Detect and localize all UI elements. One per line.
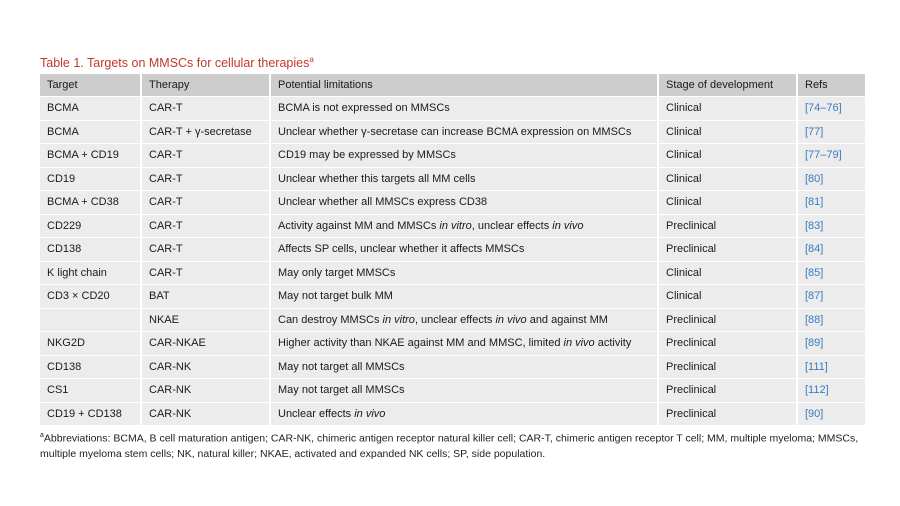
cell-target: BCMA [40, 97, 142, 121]
table-row [40, 168, 865, 192]
cell-stage: Clinical [659, 97, 798, 121]
cell-therapy: CAR-T [142, 215, 271, 239]
cell-target: BCMA [40, 121, 142, 145]
cell-limitation: Affects SP cells, unclear whether it affects MMSCs [271, 238, 659, 262]
cell-stage: Clinical [659, 285, 798, 309]
cell-refs[interactable]: [77–79] [798, 144, 865, 168]
table-title: Table 1. Targets on MMSCs for cellular therapies$^a$ [40, 55, 314, 71]
cell-limitation: Activity against MM and MMSCs in vitro, unclear effects in vivo [271, 215, 659, 239]
table-row [40, 356, 865, 380]
table-row [40, 144, 865, 168]
cell-limitation: Can destroy MMSCs in vitro, unclear effects in vivo and against MM [271, 309, 659, 333]
cell-target: CD138 [40, 356, 142, 380]
cell-stage: Preclinical [659, 215, 798, 239]
cell-therapy: CAR-NK [142, 356, 271, 380]
cell-stage: Preclinical [659, 332, 798, 356]
table-header-row [40, 74, 865, 97]
table-row [40, 262, 865, 286]
table-row [40, 332, 865, 356]
cell-limitation: BCMA is not expressed on MMSCs [271, 97, 659, 121]
cell-refs[interactable]: [89] [798, 332, 865, 356]
column-header-target: Target [40, 74, 142, 97]
cell-stage: Clinical [659, 144, 798, 168]
cell-target: NKG2D [40, 332, 142, 356]
cell-limitation: CD19 may be expressed by MMSCs [271, 144, 659, 168]
cell-refs[interactable]: [111] [798, 356, 865, 380]
table-body [40, 97, 865, 426]
cell-target: CD19 [40, 168, 142, 192]
targets-table [40, 74, 865, 426]
cell-therapy: CAR-T [142, 144, 271, 168]
cell-refs[interactable]: [77] [798, 121, 865, 145]
cell-limitation: Unclear whether γ-secretase can increase BCMA expression on MMSCs [271, 121, 659, 145]
table-row [40, 215, 865, 239]
cell-therapy: CAR-NK [142, 403, 271, 427]
cell-target: CS1 [40, 379, 142, 403]
cell-stage: Clinical [659, 121, 798, 145]
cell-refs[interactable]: [88] [798, 309, 865, 333]
cell-therapy: CAR-T [142, 97, 271, 121]
cell-refs[interactable]: [80] [798, 168, 865, 192]
cell-target: BCMA + CD38 [40, 191, 142, 215]
table-row [40, 403, 865, 427]
table-row [40, 121, 865, 145]
cell-therapy: CAR-NKAE [142, 332, 271, 356]
cell-refs[interactable]: [74–76] [798, 97, 865, 121]
cell-limitation: Unclear effects in vivo [271, 403, 659, 427]
cell-stage: Clinical [659, 168, 798, 192]
table-row [40, 309, 865, 333]
cell-target: CD19 + CD138 [40, 403, 142, 427]
cell-stage: Preclinical [659, 356, 798, 380]
cell-stage: Clinical [659, 191, 798, 215]
cell-limitation: Unclear whether this targets all MM cells [271, 168, 659, 192]
cell-target: K light chain [40, 262, 142, 286]
table-row [40, 97, 865, 121]
cell-refs[interactable]: [85] [798, 262, 865, 286]
cell-therapy: CAR-T [142, 191, 271, 215]
cell-target: BCMA + CD19 [40, 144, 142, 168]
cell-limitation: Higher activity than NKAE against MM and MMSC, limited in vivo activity [271, 332, 659, 356]
cell-refs[interactable]: [90] [798, 403, 865, 427]
column-header-stage: Stage of development [659, 74, 798, 97]
table-row [40, 191, 865, 215]
cell-stage: Preclinical [659, 379, 798, 403]
table-footnote: $^a$Abbreviations: BCMA, B cell maturation antigen; CAR-NK, chimeric antigen receptor natural killer cell; CAR-T, chimeric antigen receptor T cell; MM, multiple myeloma; MMSCs, multiple myeloma stem cells; NK, natural killer; NKAE, activated and expanded NK cells; SP, side population. [40, 432, 859, 460]
table-row [40, 238, 865, 262]
cell-limitation: May not target all MMSCs [271, 379, 659, 403]
column-header-therapy: Therapy [142, 74, 271, 97]
cell-therapy: CAR-T [142, 238, 271, 262]
cell-refs[interactable]: [112] [798, 379, 865, 403]
table-row [40, 379, 865, 403]
cell-limitation: May not target bulk MM [271, 285, 659, 309]
cell-therapy: CAR-NK [142, 379, 271, 403]
cell-limitation: Unclear whether all MMSCs express CD38 [271, 191, 659, 215]
footnote-marker: a [40, 432, 44, 439]
cell-target: CD229 [40, 215, 142, 239]
cell-therapy: CAR-T [142, 168, 271, 192]
cell-limitation: May only target MMSCs [271, 262, 659, 286]
column-header-limitations: Potential limitations [271, 74, 659, 97]
cell-refs[interactable]: [81] [798, 191, 865, 215]
cell-target: CD138 [40, 238, 142, 262]
title-footnote-marker: a [309, 55, 314, 64]
cell-stage: Preclinical [659, 403, 798, 427]
cell-stage: Clinical [659, 262, 798, 286]
cell-therapy: CAR-T + γ-secretase [142, 121, 271, 145]
cell-stage: Preclinical [659, 309, 798, 333]
cell-stage: Preclinical [659, 238, 798, 262]
cell-refs[interactable]: [87] [798, 285, 865, 309]
cell-refs[interactable]: [84] [798, 238, 865, 262]
column-header-refs: Refs [798, 74, 865, 97]
cell-therapy: NKAE [142, 309, 271, 333]
table-row [40, 285, 865, 309]
cell-therapy: CAR-T [142, 262, 271, 286]
cell-target [40, 309, 142, 333]
cell-therapy: BAT [142, 285, 271, 309]
cell-target: CD3 × CD20 [40, 285, 142, 309]
cell-limitation: May not target all MMSCs [271, 356, 659, 380]
cell-refs[interactable]: [83] [798, 215, 865, 239]
